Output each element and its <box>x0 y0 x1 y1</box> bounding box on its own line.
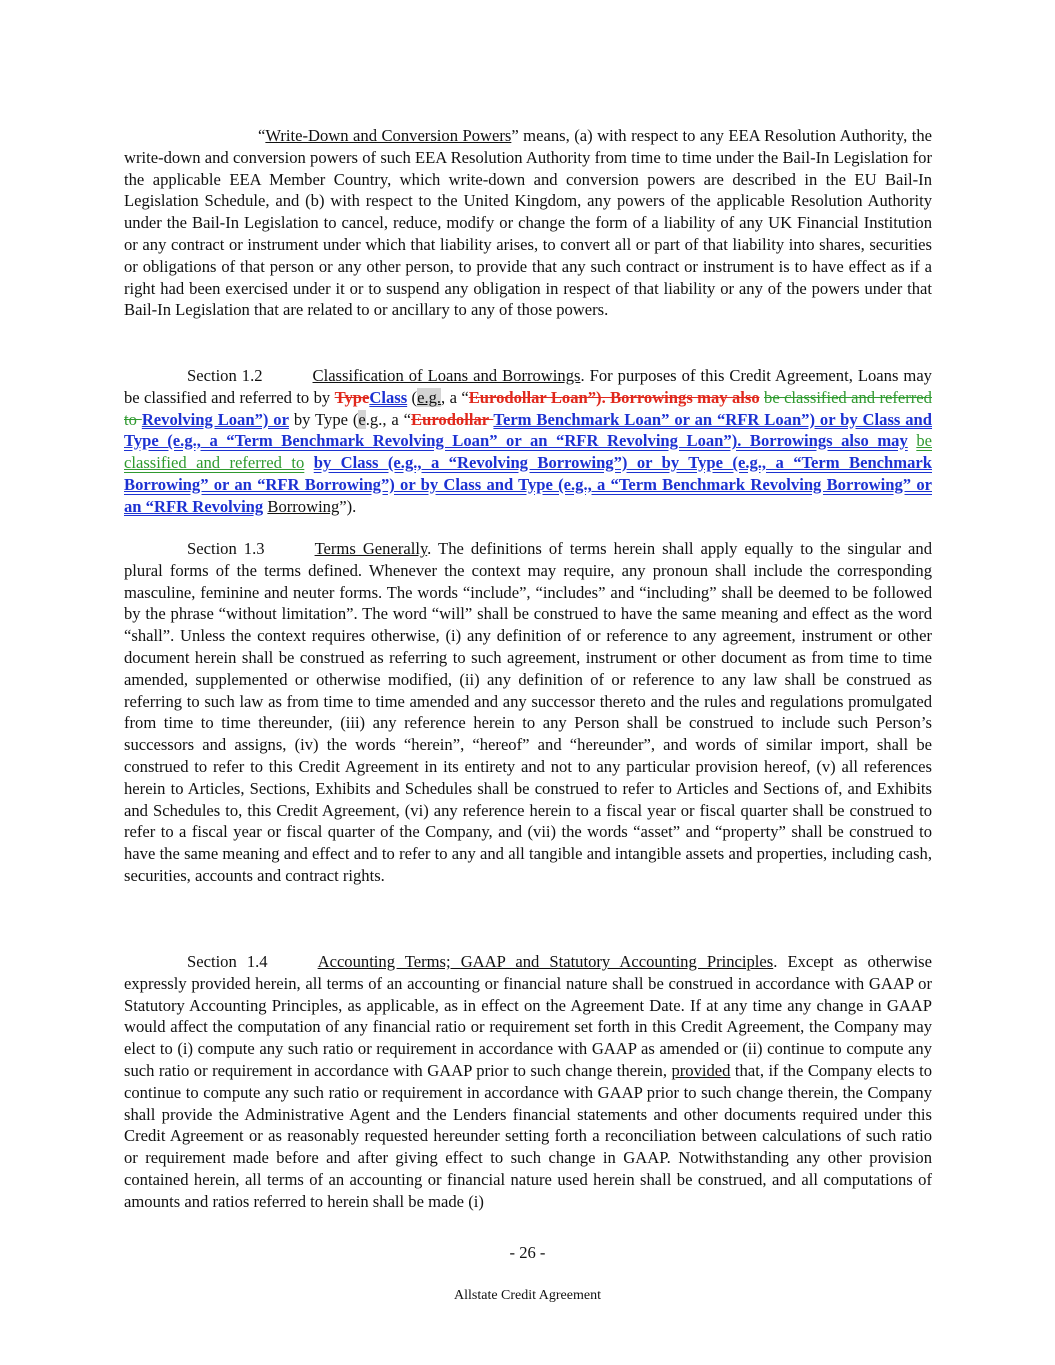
body-text: , a “ <box>441 387 469 407</box>
section-1-2 <box>124 365 932 518</box>
section-heading: Accounting Terms; GAAP and Statutory Accounting Principles <box>317 952 774 971</box>
deleted-text: Eurodollar <box>411 409 494 429</box>
inserted-text: Class <box>369 387 408 407</box>
open-quote: “ <box>258 126 266 145</box>
highlighted-text: e <box>358 409 366 429</box>
body-text: ( <box>407 387 418 407</box>
page-number: - 26 - <box>509 1243 546 1262</box>
section-number: Section 1.4 <box>187 952 268 971</box>
section-heading: Classification of Loans and Borrowings <box>312 366 581 385</box>
moved-to-text: be classified and referred to <box>124 431 932 473</box>
body-text: . The definitions of terms herein shall apply equally to the singular and plural forms of the terms defined. Whenever the context may require, any pronoun shall include the corresponding masculine, feminine and neuter forms. The words “include”, “includes” and “including” shall be deemed to be followed by the phrase “without limitation”. The word “will” shall be construed to have the same meaning and effect as the word “shall”. Unless the context requires otherwise, (i) any definition of or reference to any agreement, instrument or other document herein shall be construed as referring to such agreement, instrument or other document as from time to time amended, supplemented or otherwise modified, (ii) any definition of or reference to any law shall be construed as referring to such law as from time to time amended and any successor thereto and the rules and regulations promulgated from time to time thereunder, (iii) any reference herein to any Person shall be construed to include such Person’s successors and assigns, (iv) the words “herein”, “hereof” and “hereunder”, and words of similar import, shall be construed to refer to this Credit Agreement in its entirety and not to any particular provision hereof, (v) all references herein to Articles, Sections, Exhibits and Schedules shall be construed to refer to Articles and Sections of, and Exhibits and Schedules to, this Credit Agreement, (vi) any reference herein to a fiscal year or fiscal quarter shall be construed to refer to a fiscal year or fiscal quarter of the Company, and (vii) the words “asset” and “property” shall be construed to have the same meaning and effect and to refer to any and all tangible and intangible assets and properties, including cash, securities, accounts and contract rights. <box>124 539 932 885</box>
inserted-text: by Class (e.g., a “Revolving Borrowing”) or by Type (e.g., a “Term Benchmark Borrowing” or an “RFR Borrowing”) or by Class and Type (e.g., a “Term Benchmark Revolving Borrowing” or an “RFR Revolving <box>124 453 932 516</box>
moved-from-text: be classified and referred to <box>124 387 932 429</box>
body-text: that, if the Company elects to continue to compute any such ratio or requirement in accordance with GAAP prior to such change therein, the Company shall provide the Administrative Agent and the Lenders financial statements and other documents required under this Credit Agreement or as reasonably requested hereunder setting forth a reconciliation between calculations of such ratio or requirement made before and after giving effect to such change in GAAP. Notwithstanding any other provision contained herein, all terms of an accounting or financial nature used herein shall be construed, and all computations of amounts and ratios referred to herein shall be made (i) <box>124 1060 932 1211</box>
underlined-text: Borrowing <box>267 496 340 516</box>
body-text: . For purposes of this Credit Agreement, Loans may be classified and referred to by <box>124 366 932 407</box>
body-text: ”). <box>339 496 357 516</box>
provided-term: provided <box>671 1060 731 1080</box>
highlighted-text: e.g. <box>417 387 442 407</box>
body-text: by Type ( <box>288 409 359 429</box>
deleted-text: Eurodollar Loan”). Borrowings may also <box>468 387 760 407</box>
section-heading: Terms Generally <box>314 539 428 558</box>
section-1-4 <box>124 951 932 1213</box>
inserted-text: Revolving Loan”) or <box>141 409 289 429</box>
document-footer-title: Allstate Credit Agreement <box>454 1288 601 1303</box>
definition-write-down-powers <box>124 125 932 321</box>
section-number: Section 1.2 <box>187 366 263 385</box>
body-text: .g., a “ <box>365 409 412 429</box>
definition-text: ” means, (a) with respect to any EEA Resolution Authority, the write-down and conversion powers of such EEA Resolution Authority from time to time under the Bail-In Legislation for the applicable EEA Member Country, which write-down and conversion powers are described in the EU Bail-In Legislation Schedule, and (b) with respect to the United Kingdom, any powers of the applicable Resolution Authority under the Bail-In Legislation to cancel, reduce, modify or change the form of a liability of any UK Financial Institution or any contract or instrument under which that liability arises, to convert all or part of that liability into shares, securities or obligations of that person or any other person, to provide that any such contract or instrument is to have effect as if a right had been exercised under it or to suspend any obligation in respect of that liability or any of the powers under that Bail-In Legislation that are related to or ancillary to any of those powers. <box>124 126 932 320</box>
defined-term: Write-Down and Conversion Powers <box>265 126 512 145</box>
deleted-text: Type <box>334 387 370 407</box>
section-1-3 <box>124 538 932 887</box>
body-text: . Except as otherwise expressly provided herein, all terms of an accounting or financial nature shall be construed in accordance with GAAP or Statutory Accounting Principles, as applicable, as in effect on the Agreement Date. If at any time any change in GAAP would affect the computation of any financial ratio or requirement set forth in this Credit Agreement, the Company may elect to (i) compute any such ratio or requirement in accordance with GAAP as amended or (ii) continue to compute any such ratio or requirement in accordance with GAAP prior to such change therein, <box>124 952 933 1080</box>
inserted-text: Term Benchmark Loan” or an “RFR Loan”) or by Class and Type (e.g., a “Term Benchmark Revolving Loan” or an “RFR Revolving Loan”). Borrowings also may <box>124 409 933 451</box>
section-number: Section 1.3 <box>187 539 265 558</box>
